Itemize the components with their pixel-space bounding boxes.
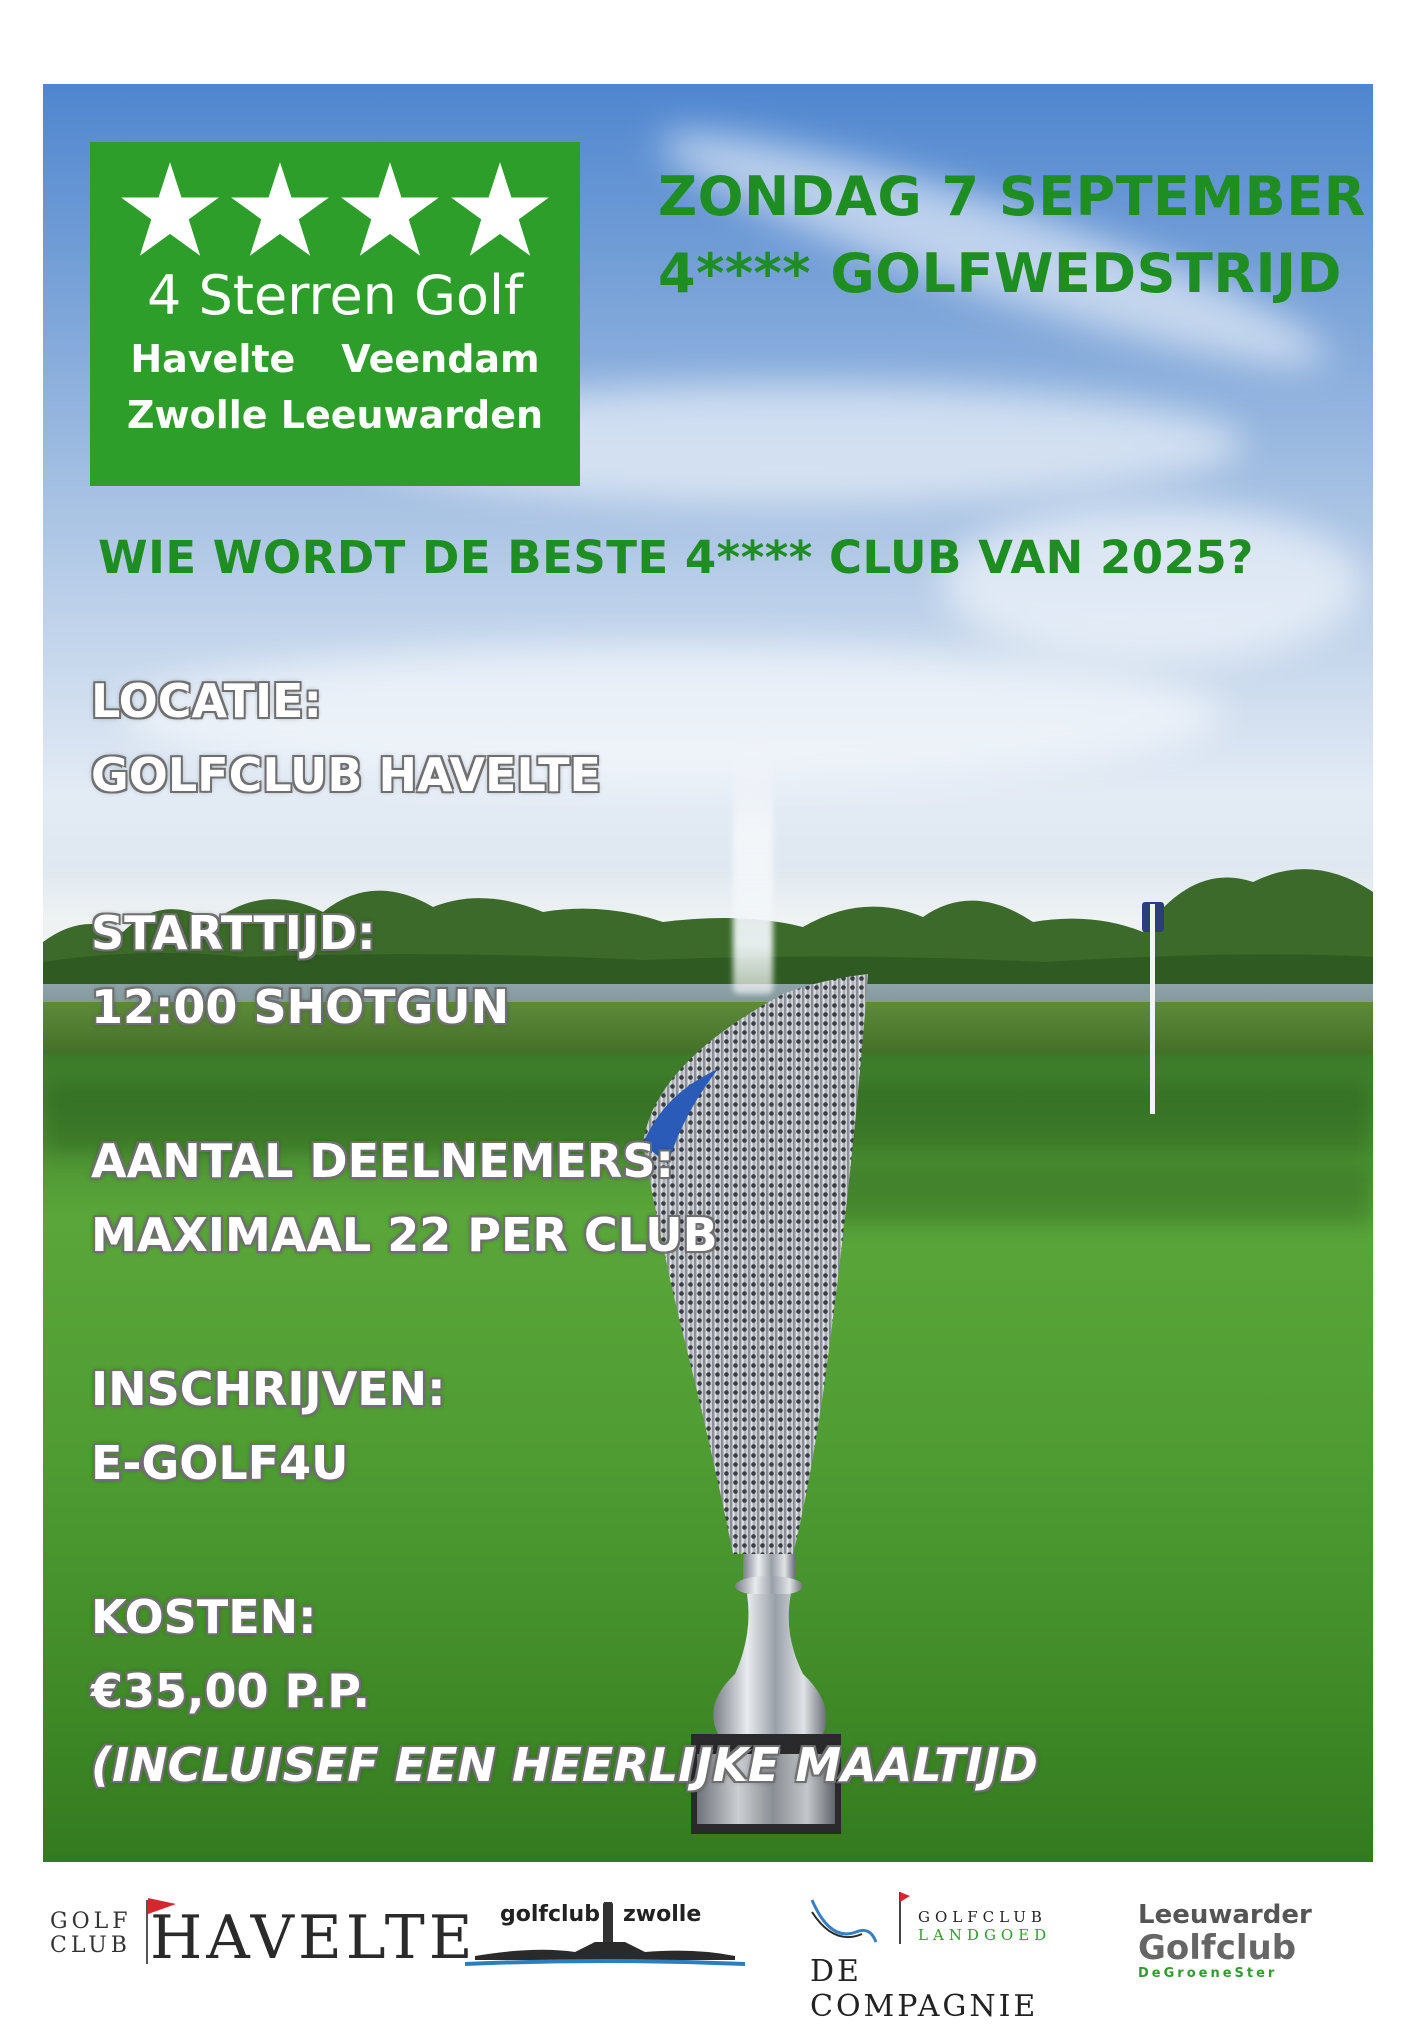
badge-title: 4 Sterren Golf [147, 264, 523, 327]
start-time-block [91, 896, 509, 1044]
club-veendam: Veendam [341, 337, 540, 381]
leeuwarder-logo-bottom: DeGroeneSter [1138, 1966, 1278, 1981]
compagnie-swoosh-icon [810, 1892, 910, 1948]
participants-label: AANTAL DEELNEMERS: [91, 1134, 674, 1188]
zwolle-skyline-icon [465, 1902, 745, 1982]
zwolle-logo-golfclub: golfclub [500, 1902, 600, 1927]
cost-value: €35,00 P.P. [91, 1664, 371, 1718]
havelte-logo-golf: GOLF [50, 1909, 132, 1934]
badge-clubs-row-2 [90, 392, 580, 438]
leeuwarder-logo-top: Leeuwarder [1138, 1900, 1312, 1930]
club-zwolle: Zwolle [126, 393, 268, 437]
de-compagnie-logo [810, 1890, 1070, 2024]
star-icon [228, 158, 332, 262]
four-stars-badge [90, 142, 580, 486]
location-block [91, 664, 601, 812]
golfclub-zwolle-logo [465, 1902, 745, 1982]
golfclub-havelte-logo [50, 1900, 477, 1980]
star-icon [118, 158, 222, 262]
cost-note: (INCLUISEF EEN HEERLIJKE MAALTIJD [91, 1738, 1038, 1792]
havelte-logo-name: HAVELTE [150, 1903, 477, 1973]
zwolle-logo-zwolle: zwolle [623, 1902, 702, 1927]
star-icon [448, 158, 552, 262]
club-havelte: Havelte [130, 337, 296, 381]
compagnie-logo-landgoed: LANDGOED [918, 1926, 1052, 1944]
cost-block [91, 1580, 1038, 1802]
fountain [733, 744, 773, 994]
leeuwarder-logo-mid: Golfclub [1138, 1928, 1297, 1968]
signup-label: INSCHRIJVEN: [91, 1362, 446, 1416]
club-logos-bar [0, 1862, 1414, 2024]
leeuwarder-golfclub-logo [1138, 1900, 1358, 1990]
flag-pole [1150, 904, 1155, 1114]
havelte-logo-small-text [50, 1910, 131, 1958]
club-leeuwarden: Leeuwarden [280, 393, 544, 437]
signup-block [91, 1352, 446, 1500]
havelte-logo-club: CLUB [50, 1933, 131, 1958]
participants-value: MAXIMAAL 22 PER CLUB [91, 1208, 718, 1262]
participants-block [91, 1124, 718, 1272]
badge-clubs-row-1 [90, 336, 580, 382]
star-rating [90, 158, 580, 262]
compagnie-logo-golfclub: GOLFCLUB [918, 1908, 1047, 1926]
event-title: 4**** GOLFWEDSTRIJD [658, 242, 1342, 305]
start-time-value: 12:00 SHOTGUN [91, 980, 510, 1034]
event-date: ZONDAG 7 SEPTEMBER [658, 165, 1366, 228]
star-icon [338, 158, 442, 262]
event-question: WIE WORDT DE BESTE 4**** CLUB VAN 2025? [98, 531, 1254, 584]
cost-label: KOSTEN: [91, 1590, 317, 1644]
location-value: GOLFCLUB HAVELTE [91, 748, 601, 802]
start-time-label: STARTTIJD: [91, 906, 376, 960]
compagnie-logo-name: DE COMPAGNIE [810, 1954, 1039, 2024]
signup-value: E-GOLF4U [91, 1436, 349, 1490]
poster-photo [43, 84, 1373, 1862]
location-label: LOCATIE: [91, 674, 322, 728]
